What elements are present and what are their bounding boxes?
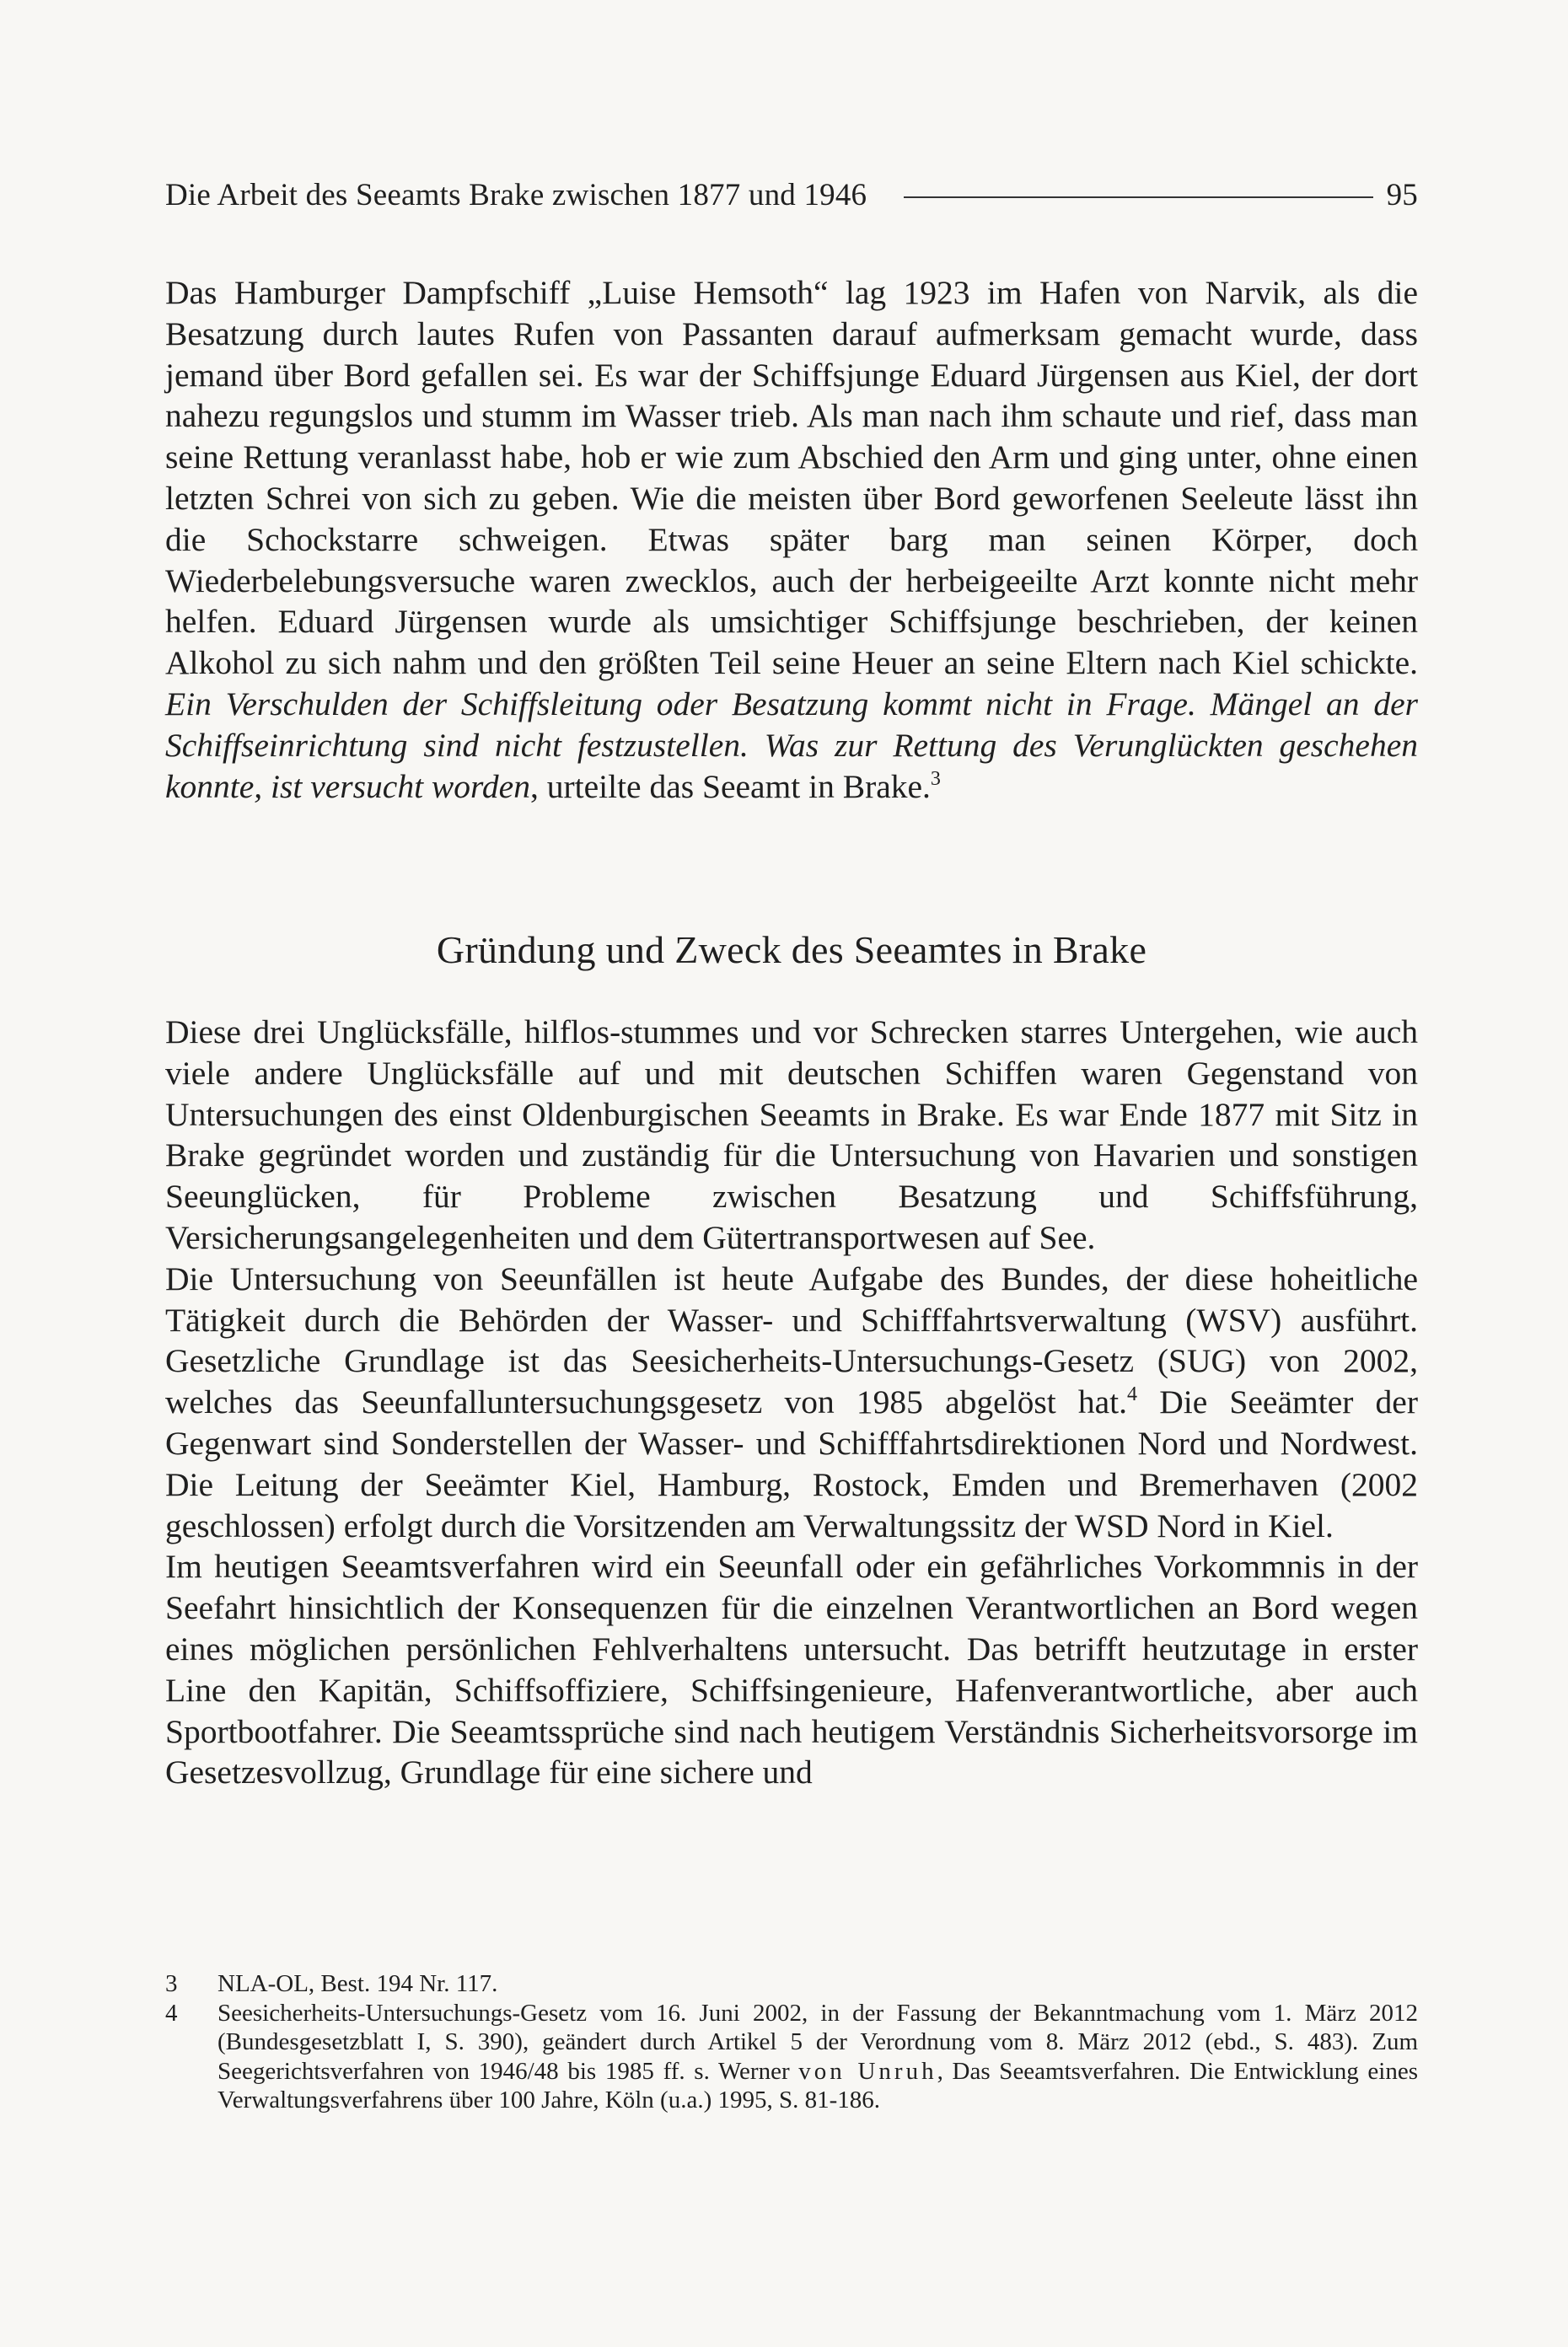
footnote-3	[165, 1969, 1418, 1999]
footnote-4-text	[217, 1999, 1418, 2115]
paragraph-1-ending: , urteilte das Seeamt in Brake.	[529, 767, 931, 805]
section-intro	[165, 272, 1418, 807]
paragraph-3-continuation: Die Seeämter der Gegenwart sind Sonderstellen der Wasser- und Schifffahrtsdirektionen Nord und Nordwest. Die Leitung der Seeämter Kiel, Hamburg, Rostock, Emden und Bremerhaven (2002 geschlossen) erfolgt durch die Vorsitzenden am Verwaltungssitz der WSD Nord in Kiel.	[165, 1383, 1418, 1544]
footnote-3-text: NLA-OL, Best. 194 Nr. 117.	[217, 1970, 498, 1997]
running-head	[165, 174, 1418, 216]
court-verdict-quote: Ein Verschulden der Schiffsleitung oder Besatzung kommt nicht in Frage. Mängel an der Schiffseinrichtung sind nicht festzustellen. Was zur Rettung des Verunglückten geschehen konnte, ist versucht worden	[165, 685, 1418, 805]
paragraph-3-text: Die Untersuchung von Seeunfällen ist heute Aufgabe des Bundes, der diese hoheitliche Tätigkeit durch die Behörden der Wasser- und Schifffahrtsverwaltung (WSV) ausführt. Gesetzliche Grundlage ist das Seesicherheits-Untersuchungs-Gesetz (SUG) von 2002, welches das Seeunfalluntersuchungsgesetz von 1985 abgelöst hat.	[165, 1259, 1418, 1421]
footnote-ref-4: 4	[1127, 1383, 1138, 1406]
page-number: 95	[1386, 177, 1418, 212]
footnote-4-text-start: Seesicherheits-Untersuchungs-Gesetz vom 16. Juni 2002, in der Fassung der Bekanntmachung vom 1. März 2012 (Bundesgesetzblatt I, S. 390), geändert durch Artikel 5 der Verordnung vom 8. März 2012 (ebd., S. 483). Zum Seegerichtsverfahren von 1946/48 bis 1985 ff. s. Werner	[217, 1999, 1418, 2085]
section-founding	[165, 1012, 1418, 1793]
footnote-ref-3: 3	[930, 767, 941, 790]
paragraph-3	[165, 1259, 1418, 1547]
paragraph-1	[165, 272, 1418, 807]
paragraph-2: Diese drei Unglücksfälle, hilflos-stummes und vor Schrecken starres Untergehen, wie auch viele andere Unglücksfälle auf und mit deutschen Schiffen waren Gegenstand von Untersuchungen des einst Oldenburgischen Seeamts in Brake. Es war Ende 1877 mit Sitz in Brake gegründet worden und zuständig für die Untersuchung von Havarien und sonstigen Seeunglücken, für Probleme zwischen Besatzung und Schiffsführung, Versicherungsangelegenheiten und dem Gütertransportwesen auf See.	[165, 1013, 1418, 1256]
header-rule	[904, 196, 1372, 198]
running-head-title: Die Arbeit des Seeamts Brake zwischen 1877 und 1946	[165, 177, 867, 212]
footnote-3-number: 3	[165, 1970, 178, 1997]
footnote-4-number: 4	[165, 1999, 178, 2027]
footnotes	[165, 1969, 1418, 2115]
paragraph-1-text: Das Hamburger Dampfschiff „Luise Hemsoth“ lag 1923 im Hafen von Narvik, als die Besatzung durch lautes Rufen von Passanten darauf aufmerksam gemacht wurde, dass jemand über Bord gefallen sei. Es war der Schiffsjunge Eduard Jürgensen aus Kiel, der dort nahezu regungslos und stumm im Wasser trieb. Als man nach ihm schaute und rief, dass man seine Rettung veranlasst habe, hob er wie zum Abschied den Arm und ging unter, ohne einen letzten Schrei von sich zu geben. Wie die meisten über Bord geworfenen Seeleute lässt ihn die Schockstarre schweigen. Etwas später barg man seinen Körper, doch Wiederbelebungsversuche waren zwecklos, auch der herbeigeeilte Arzt konnte nicht mehr helfen. Eduard Jürgensen wurde als umsichtiger Schiffsjunge beschrieben, der keinen Alkohol zu sich nahm und den größten Teil seine Heuer an seine Eltern nach Kiel schickte.	[165, 274, 1418, 682]
footnote-4-text-end: , Das Seeamtsverfahren. Die Entwicklung eines Verwaltungsverfahrens über 100 Jahre, Köln (u.a.) 1995, S. 81-186.	[217, 2057, 1418, 2113]
paragraph-4: Im heutigen Seeamtsverfahren wird ein Seeunfall oder ein gefährliches Vorkommnis in der Seefahrt hinsichtlich der Konsequenzen für die einzelnen Verantwortlichen an Bord wegen eines möglichen persönlichen Fehlverhaltens untersucht. Das betrifft heutzutage in erster Line den Kapitän, Schiffsoffiziere, Schiffsingenieure, Hafenverantwortliche, aber auch Sportbootfahrer. Die Seeamtssprüche sind nach heutigem Verständnis Sicherheitsvorsorge im Gesetzesvollzug, Grundlage für eine sichere und	[165, 1548, 1418, 1791]
footnote-4	[165, 1999, 1418, 2115]
section-heading: Gründung und Zweck des Seeamtes in Brake	[436, 928, 1147, 971]
footnote-4-author: von Unruh	[798, 2057, 937, 2085]
